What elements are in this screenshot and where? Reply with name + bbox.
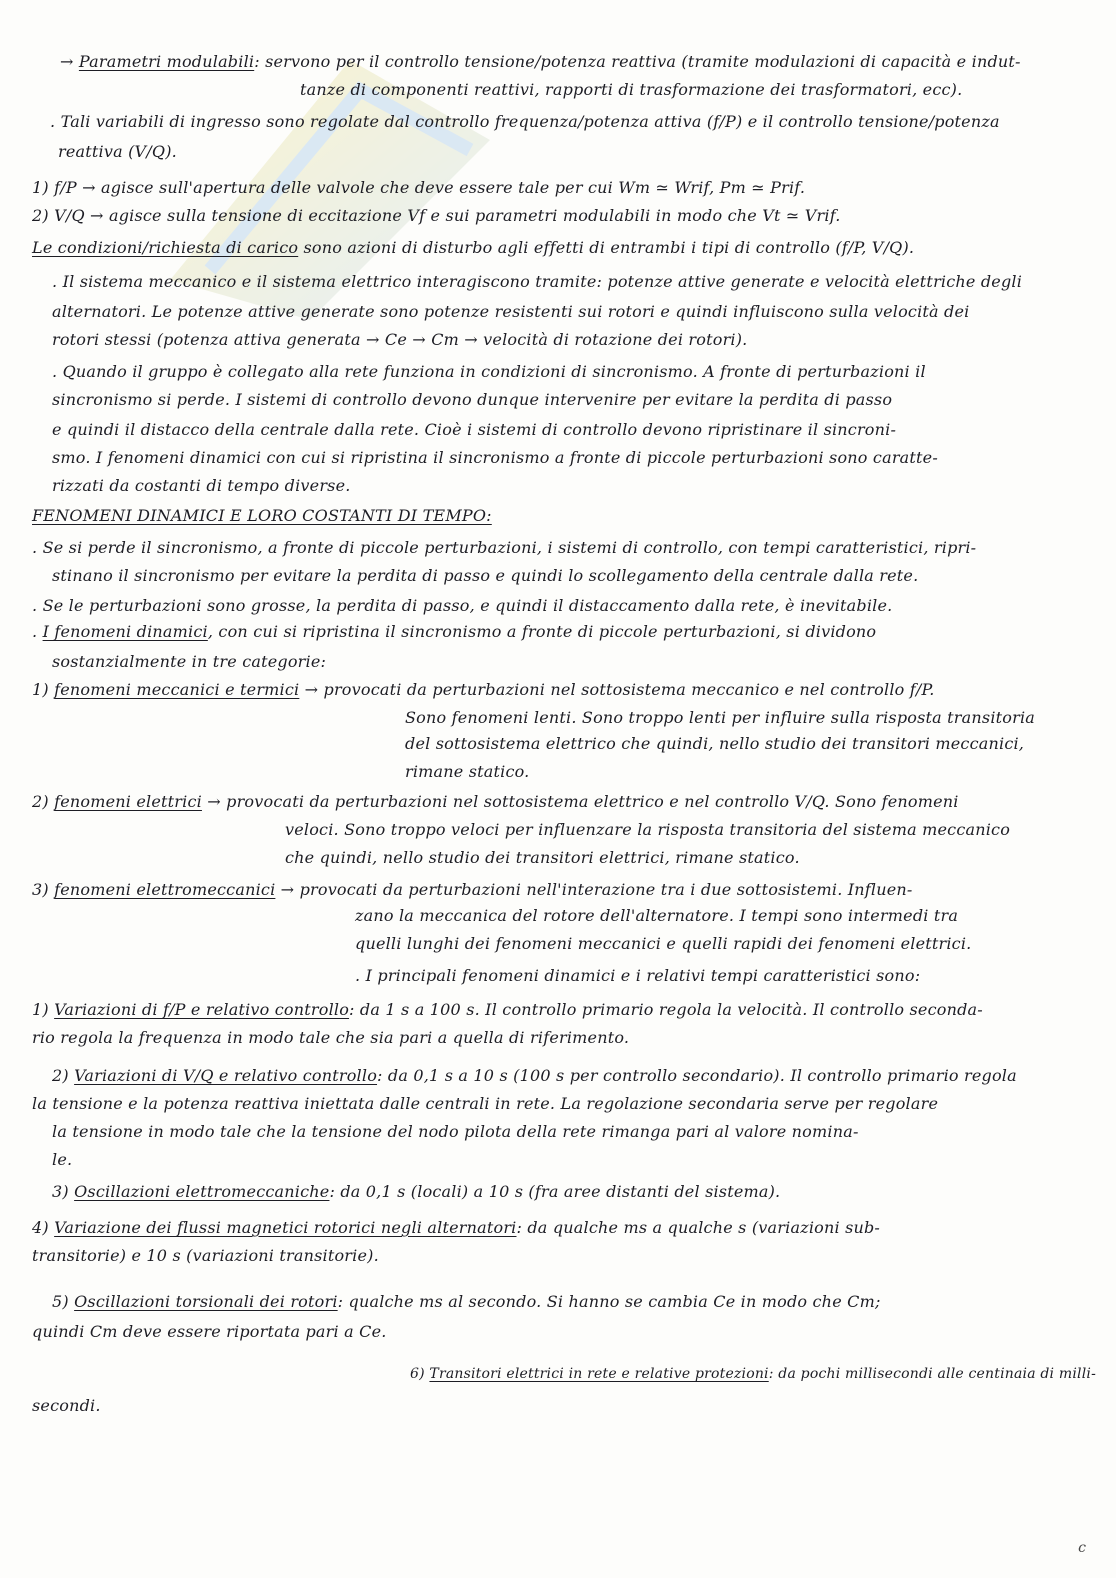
line-prefix: . xyxy=(32,622,43,641)
note-line xyxy=(32,506,492,525)
line-text: rimane statico. xyxy=(405,762,530,781)
line-text: e quindi il distacco della centrale dalla rete. Cioè i sistemi di controllo devono ripristinare il sincroni- xyxy=(52,420,897,439)
line-prefix: 5) xyxy=(52,1292,75,1311)
line-text: : da qualche ms a qualche s (variazioni sub- xyxy=(516,1218,881,1237)
line-text: zano la meccanica del rotore dell'alternatore. I tempi sono intermedi tra xyxy=(355,906,959,925)
underlined-term: Variazioni di f/P e relativo controllo xyxy=(54,1000,350,1019)
line-text: la tensione e la potenza reattiva iniettata dalle centrali in rete. La regolazione secondaria serve per regolare xyxy=(32,1094,939,1113)
note-line xyxy=(300,80,962,99)
note-line xyxy=(32,1000,983,1019)
line-text: : da 0,1 s (locali) a 10 s (fra aree distanti del sistema). xyxy=(329,1182,781,1201)
line-text: : servono per il controllo tensione/potenza reattiva (tramite modulazioni di capacità e indut- xyxy=(254,52,1021,71)
underlined-term: fenomeni elettromeccanici xyxy=(54,880,276,899)
line-text: alternatori. Le potenze attive generate sono potenze resistenti sui rotori e quindi influiscono sulla velocità dei xyxy=(52,302,970,321)
note-line xyxy=(32,1396,101,1415)
underlined-term: Oscillazioni torsionali dei rotori xyxy=(74,1292,338,1311)
note-line xyxy=(60,52,1021,71)
line-prefix: 2) xyxy=(52,1066,75,1085)
note-line xyxy=(405,708,1035,727)
line-text: sincronismo si perde. I sistemi di controllo devono dunque intervenire per evitare la perdita di passo xyxy=(52,390,893,409)
underlined-term: Le condizioni/richiesta di carico xyxy=(32,238,299,257)
note-line xyxy=(52,362,926,381)
line-text: la tensione in modo tale che la tensione del nodo pilota della rete rimanga pari al valore nomina- xyxy=(52,1122,859,1141)
note-line xyxy=(32,206,841,225)
note-line xyxy=(32,680,935,699)
line-text: rizzati da costanti di tempo diverse. xyxy=(52,476,351,495)
note-line xyxy=(52,566,918,585)
note-line xyxy=(285,848,800,867)
underlined-term: Variazione dei flussi magnetici rotorici negli alternatori xyxy=(54,1218,517,1237)
line-text: reattiva (V/Q). xyxy=(58,142,177,161)
line-text: . Se si perde il sincronismo, a fronte di piccole perturbazioni, i sistemi di controllo, con tempi caratteristici, ripri- xyxy=(32,538,977,557)
line-prefix: 4) xyxy=(32,1218,55,1237)
line-text: quelli lunghi dei fenomeni meccanici e quelli rapidi dei fenomeni elettrici. xyxy=(355,934,972,953)
line-text: tanze di componenti reattivi, rapporti di trasformazione dei trasformatori, ecc). xyxy=(300,80,963,99)
note-line xyxy=(405,734,1024,753)
note-line xyxy=(32,1094,938,1113)
line-text: rotori stessi (potenza attiva generata → Ce → Cm → velocità di rotazione dei rotori). xyxy=(52,330,748,349)
line-text: : da 1 s a 100 s. Il controllo primario regola la velocità. Il controllo seconda- xyxy=(349,1000,983,1019)
note-line xyxy=(32,880,913,899)
underlined-term: Parametri modulabili xyxy=(78,52,255,71)
note-line xyxy=(52,476,351,495)
line-prefix: 1) xyxy=(32,178,55,197)
line-text: smo. I fenomeni dinamici con cui si ripristina il sincronismo a fronte di piccole perturbazioni sono caratte- xyxy=(52,448,938,467)
line-text: le. xyxy=(52,1150,73,1169)
note-line xyxy=(32,792,959,811)
line-text: : qualche ms al secondo. Si hanno se cambia Ce in modo che Cm; xyxy=(337,1292,881,1311)
note-line xyxy=(355,934,971,953)
line-text: Sono fenomeni lenti. Sono troppo lenti per influire sulla risposta transitoria xyxy=(405,708,1035,727)
note-line xyxy=(58,142,177,161)
line-text: che quindi, nello studio dei transitori elettrici, rimane statico. xyxy=(285,848,800,867)
note-line xyxy=(32,596,892,615)
note-line xyxy=(52,1066,1017,1085)
line-text: . I principali fenomeni dinamici e i relativi tempi caratteristici sono: xyxy=(355,966,921,985)
note-line xyxy=(52,1122,859,1141)
line-text: : da 0,1 s a 10 s (100 s per controllo secondario). Il controllo primario regola xyxy=(377,1066,1017,1085)
note-line xyxy=(52,1292,881,1311)
line-text: → provocati da perturbazioni nell'interazione tra i due sottosistemi. Influen- xyxy=(275,880,913,899)
line-prefix: 2) xyxy=(32,792,55,811)
line-prefix: 1) xyxy=(32,680,55,699)
underlined-term: Transitori elettrici in rete e relative protezioni xyxy=(429,1366,769,1382)
line-text: quindi Cm deve essere riportata pari a Ce. xyxy=(32,1322,387,1341)
line-text: . Il sistema meccanico e il sistema elettrico interagiscono tramite: potenze attive generate e velocità elettriche degli xyxy=(52,272,1023,291)
line-text: V/Q → agisce sulla tensione di eccitazione Vf e sui parametri modulabili in modo che Vt ≃ Vrif. xyxy=(54,206,841,225)
note-line xyxy=(52,448,938,467)
underlined-term: fenomeni meccanici e termici xyxy=(54,680,300,699)
note-line xyxy=(32,538,976,557)
underlined-term: Oscillazioni elettromeccaniche xyxy=(74,1182,330,1201)
note-line xyxy=(355,906,958,925)
note-line xyxy=(32,622,876,641)
line-text: . Se le perturbazioni sono grosse, la perdita di passo, e quindi il distaccamento dalla rete, è inevitabile. xyxy=(32,596,893,615)
line-text: veloci. Sono troppo veloci per influenzare la risposta transitoria del sistema meccanico xyxy=(285,820,1011,839)
line-prefix: 2) xyxy=(32,206,55,225)
note-line xyxy=(410,1366,1096,1382)
line-text: , con cui si ripristina il sincronismo a fronte di piccole perturbazioni, si dividono xyxy=(207,622,877,641)
note-line xyxy=(52,1182,780,1201)
line-text: → provocati da perturbazioni nel sottosistema elettrico e nel controllo V/Q. Sono fenomeni xyxy=(201,792,959,811)
note-line xyxy=(52,272,1022,291)
note-line xyxy=(52,330,747,349)
note-line xyxy=(52,420,896,439)
note-line xyxy=(32,178,805,197)
line-text: . Quando il gruppo è collegato alla rete funziona in condizioni di sincronismo. A fronte di perturbazioni il xyxy=(52,362,926,381)
line-prefix: 6) xyxy=(410,1366,430,1382)
note-line xyxy=(50,112,1000,131)
underlined-term: FENOMENI DINAMICI E LORO COSTANTI DI TEMPO: xyxy=(32,506,492,525)
note-line xyxy=(405,762,529,781)
note-line xyxy=(52,652,326,671)
note-line xyxy=(32,1322,387,1341)
line-text: rio regola la frequenza in modo tale che sia pari a quella di riferimento. xyxy=(32,1028,630,1047)
underlined-term: I fenomeni dinamici xyxy=(42,622,208,641)
line-prefix: 3) xyxy=(52,1182,75,1201)
line-prefix: 3) xyxy=(32,880,55,899)
underlined-term: fenomeni elettrici xyxy=(54,792,202,811)
line-text: . Tali variabili di ingresso sono regolate dal controllo frequenza/potenza attiva (f/P) e il controllo tensione/potenza xyxy=(50,112,1000,131)
line-text: f/P → agisce sull'apertura delle valvole che deve essere tale per cui Wm ≃ Wrif, Pm ≃ Prif. xyxy=(54,178,806,197)
note-line xyxy=(355,966,920,985)
line-text: → provocati da perturbazioni nel sottosistema meccanico e nel controllo f/P. xyxy=(299,680,935,699)
note-line xyxy=(32,1246,379,1265)
note-line xyxy=(52,390,892,409)
note-line xyxy=(285,820,1010,839)
line-prefix: → xyxy=(60,52,79,71)
note-line xyxy=(52,1150,72,1169)
page-marker: c xyxy=(1078,1540,1086,1556)
line-text: stinano il sincronismo per evitare la perdita di passo e quindi lo scollegamento della centrale dalla rete. xyxy=(52,566,919,585)
note-line xyxy=(32,238,914,257)
line-text: del sottosistema elettrico che quindi, nello studio dei transitori meccanici, xyxy=(405,734,1025,753)
line-text: sono azioni di disturbo agli effetti di entrambi i tipi di controllo (f/P, V/Q). xyxy=(298,238,915,257)
line-prefix: 1) xyxy=(32,1000,55,1019)
note-line xyxy=(32,1028,629,1047)
note-line xyxy=(32,1218,880,1237)
note-line xyxy=(52,302,969,321)
line-text: secondi. xyxy=(32,1396,101,1415)
line-text: : da pochi millisecondi alle centinaia di milli- xyxy=(768,1366,1096,1382)
underlined-term: Variazioni di V/Q e relativo controllo xyxy=(74,1066,378,1085)
line-text: transitorie) e 10 s (variazioni transitorie). xyxy=(32,1246,379,1265)
line-text: sostanzialmente in tre categorie: xyxy=(52,652,327,671)
